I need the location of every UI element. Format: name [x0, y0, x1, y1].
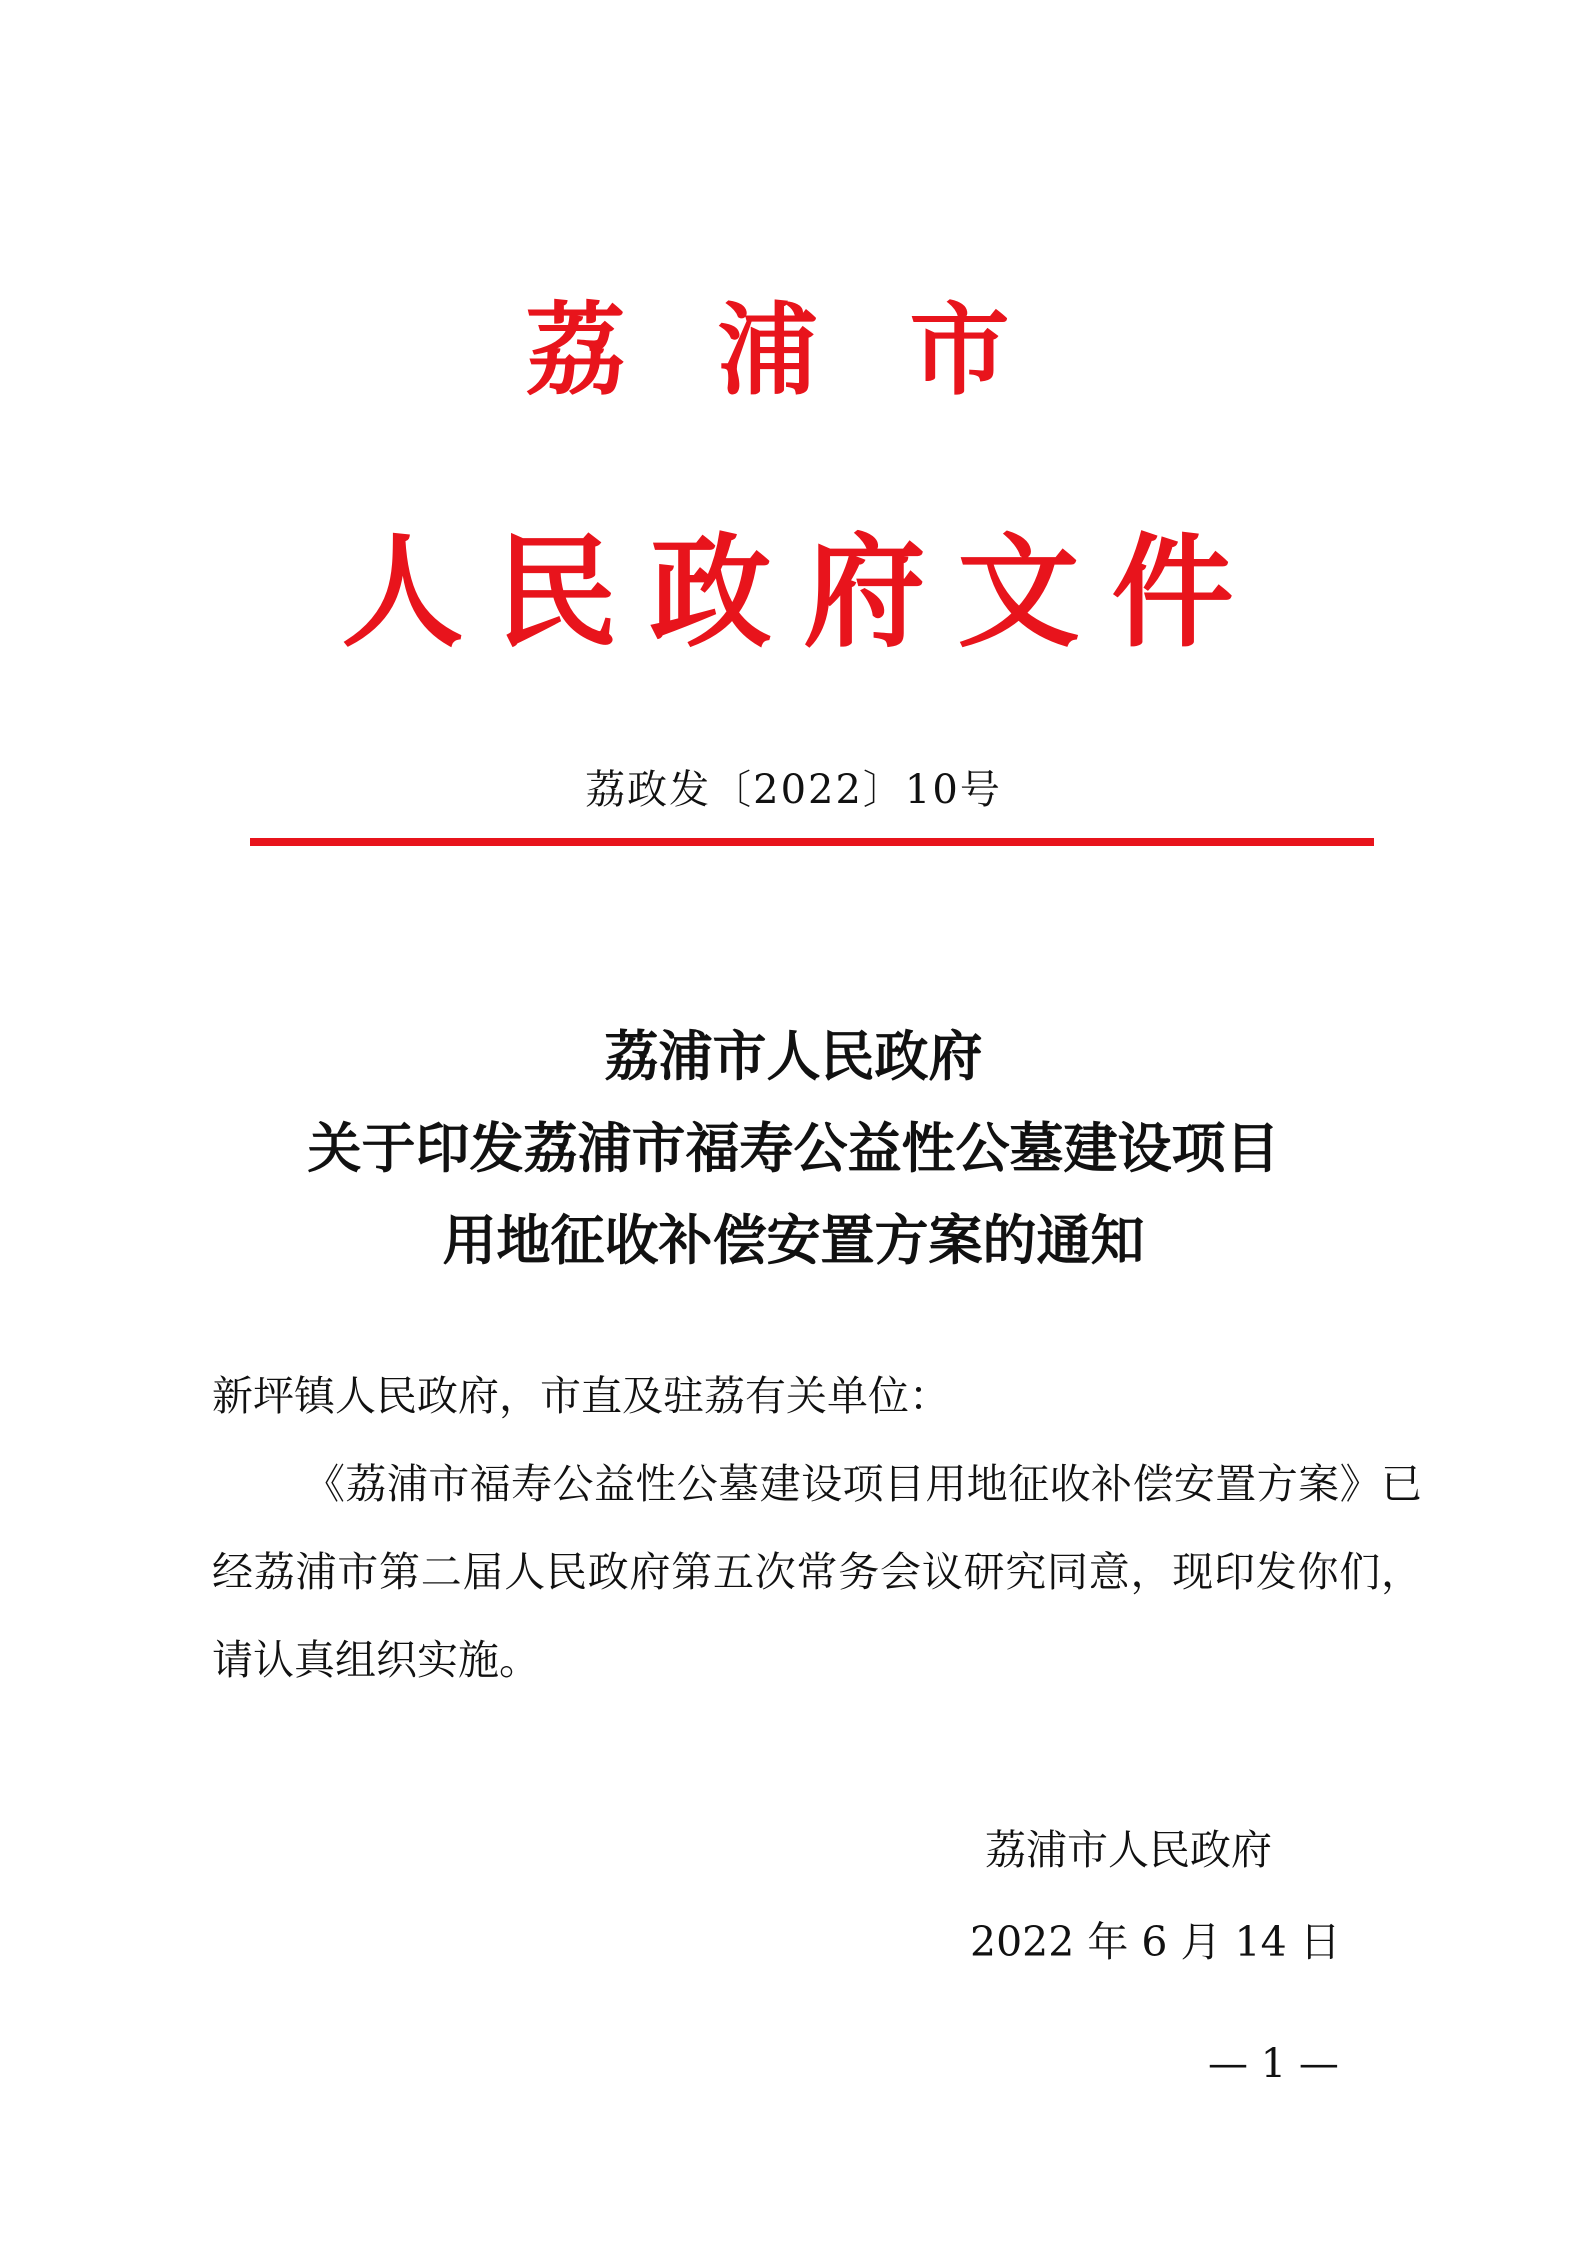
- signature-organization: 荔浦市人民政府: [985, 1826, 1272, 1874]
- salutation: 新坪镇人民政府，市直及驻荔有关单位：: [212, 1372, 950, 1420]
- issuer-name-header: 荔浦市: [525, 291, 1102, 409]
- document-number: 荔政发〔2022〕10号: [585, 767, 1002, 813]
- title-line-1: 荔浦市人民政府: [604, 1024, 983, 1088]
- document-body: [212, 1352, 1422, 1704]
- title-line-2: 关于印发荔浦市福寿公益性公墓建设项目: [307, 1116, 1280, 1180]
- signature-date: 2022 年 6 月 14 日: [970, 1918, 1341, 1966]
- document-type-header: 人民政府文件: [341, 520, 1266, 664]
- document-title: [0, 1010, 1587, 1286]
- red-divider-line: [250, 838, 1374, 846]
- page-number: — 1 —: [1208, 2041, 1339, 2087]
- title-line-3: 用地征收补偿安置方案的通知: [442, 1208, 1145, 1272]
- body-paragraph: 《荔浦市福寿公益性公墓建设项目用地征收补偿安置方案》已经荔浦市第二届人民政府第五次常务会议研究同意，现印发你们，请认真组织实施。: [212, 1460, 1422, 1684]
